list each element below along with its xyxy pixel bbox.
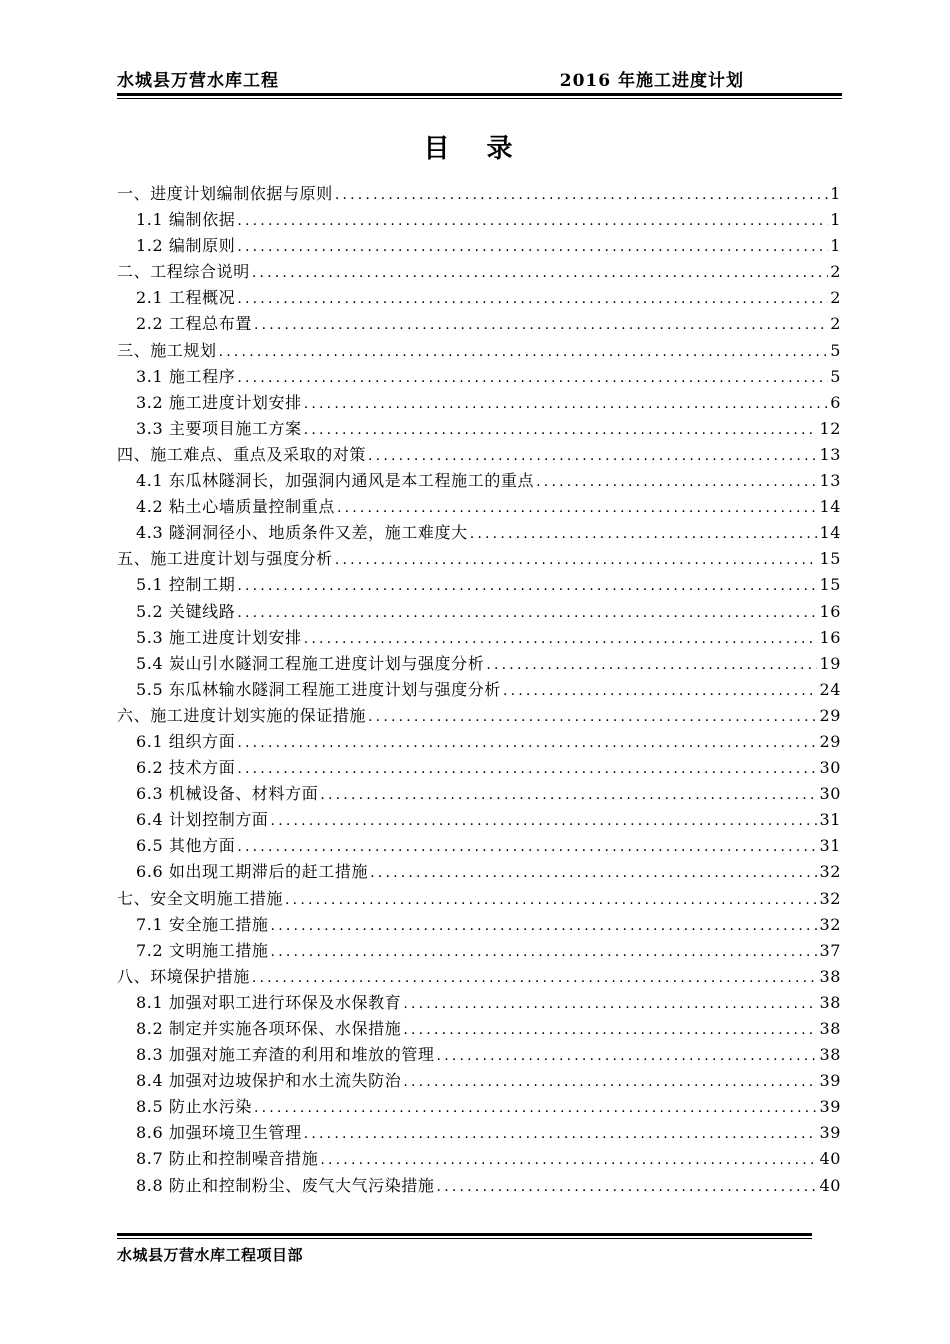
header-rule-thin [117,98,842,99]
toc-entry-section[interactable] [117,1146,841,1172]
toc-entry-section[interactable] [117,599,841,625]
toc-page-number: 16 [819,627,841,647]
toc-page-number: 5 [830,366,841,386]
toc-entry-label: 1.2 编制原则 [136,236,236,256]
toc-entry-label: 7.1 安全施工措施 [136,914,269,934]
page-footer: 水城县万营水库工程项目部 [117,1246,304,1264]
toc-page-number: 13 [819,471,841,491]
toc-page-number: 2 [830,288,841,308]
toc-page-number: 13 [819,444,841,464]
toc-entry-label: 七、安全文明施工措施 [117,888,284,908]
toc-page-number: 40 [819,1149,841,1169]
toc-entry-section[interactable] [117,859,841,885]
toc-entry-section[interactable] [117,938,841,964]
page-title: 目 录 [423,134,527,164]
toc-entry-label: 1.1 编制依据 [136,210,236,230]
toc-leader-dots [219,339,829,365]
toc-entry-label: 8.2 制定并实施各项环保、水保措施 [136,1019,402,1038]
toc-page-number: 31 [819,836,841,856]
toc-entry-label: 5.3 施工进度计划安排 [136,627,302,647]
toc-entry-section[interactable] [117,468,841,494]
table-of-contents [117,181,841,1199]
toc-leader-dots [304,391,828,417]
toc-leader-dots [237,208,828,234]
toc-page-number: 40 [819,1175,841,1195]
toc-entry-section[interactable] [117,364,841,390]
toc-leader-dots [254,312,828,338]
toc-page-number: 15 [819,575,841,595]
toc-leader-dots [252,260,828,286]
toc-page-number: 32 [819,914,841,934]
toc-leader-dots [470,521,818,547]
toc-entry-label: 8.1 加强对职工进行环保及水保教育 [136,992,402,1012]
toc-page-number: 2 [830,314,841,334]
toc-entry-chapter[interactable] [117,703,841,729]
toc-entry-chapter[interactable] [117,442,841,468]
toc-entry-section[interactable] [117,520,841,546]
toc-entry-section[interactable] [117,912,841,938]
toc-leader-dots [237,834,817,860]
footer-rule-thick [117,1233,812,1236]
toc-entry-label: 6.2 技术方面 [136,758,236,778]
toc-leader-dots [368,443,817,469]
toc-page-number: 24 [819,679,841,699]
toc-leader-dots [320,1147,817,1173]
toc-page-number: 29 [819,731,841,751]
toc-entry-label: 3.1 施工程序 [136,366,236,386]
toc-entry-label: 4.1 东瓜林隧洞长，加强洞内通风是本工程施工的重点 [136,471,535,491]
toc-leader-dots [368,704,817,730]
toc-entry-section[interactable] [117,311,841,337]
toc-entry-label: 6.5 其他方面 [136,836,236,856]
toc-entry-section[interactable] [117,755,841,781]
toc-page-number: 38 [819,992,841,1012]
toc-entry-chapter[interactable] [117,886,841,912]
toc-entry-label: 8.6 加强环境卫生管理 [136,1123,302,1143]
toc-page-number: 1 [830,236,841,256]
toc-entry-section[interactable] [117,1068,841,1094]
toc-entry-label: 8.8 防止和控制粉尘、废气大气污染措施 [136,1175,435,1195]
toc-entry-label: 6.4 计划控制方面 [136,810,269,830]
toc-entry-chapter[interactable] [117,546,841,572]
toc-entry-label: 三、施工规划 [117,340,217,360]
toc-leader-dots [304,417,818,443]
toc-leader-dots [271,913,818,939]
toc-entry-chapter[interactable] [117,338,841,364]
toc-entry-chapter[interactable] [117,964,841,990]
toc-page-number: 14 [819,523,841,543]
toc-entry-section[interactable] [117,390,841,416]
header-rule-thick [117,93,842,96]
toc-leader-dots [486,652,817,678]
toc-entry-label: 6.6 如出现工期滞后的赶工措施 [136,862,369,882]
toc-entry-label: 8.5 防止水污染 [136,1097,252,1117]
toc-page-number: 16 [819,601,841,621]
toc-entry-section[interactable] [117,677,841,703]
toc-entry-section[interactable] [117,1042,841,1068]
toc-entry-section[interactable] [117,233,841,259]
toc-entry-section[interactable] [117,416,841,442]
toc-page-number: 38 [819,966,841,986]
toc-entry-section[interactable] [117,833,841,859]
toc-entry-label: 5.5 东瓜林输水隧洞工程施工进度计划与强度分析 [136,679,501,699]
toc-entry-label: 5.1 控制工期 [136,575,236,595]
toc-entry-label: 一、进度计划编制依据与原则 [117,184,333,203]
header-project-name: 水城县万营水库工程 [117,71,279,91]
header-document-name: 2016 年施工进度计划 [559,71,744,91]
toc-leader-dots [320,782,817,808]
toc-leader-dots [237,573,817,599]
toc-entry-label: 3.2 施工进度计划安排 [136,392,302,412]
toc-entry-label: 五、施工进度计划与强度分析 [117,549,333,569]
toc-leader-dots [271,808,818,834]
toc-leader-dots [237,365,828,391]
toc-leader-dots [437,1174,818,1200]
toc-entry-section[interactable] [117,651,841,677]
toc-entry-section[interactable] [117,207,841,233]
toc-page-number: 6 [830,392,841,412]
toc-entry-section[interactable] [117,807,841,833]
toc-entry-label: 6.3 机械设备、材料方面 [136,784,319,804]
toc-page-number: 32 [819,862,841,882]
toc-page-number: 1 [830,184,841,203]
toc-leader-dots [536,469,817,495]
toc-entry-label: 6.1 组织方面 [136,731,236,751]
toc-entry-chapter[interactable] [117,259,841,285]
toc-entry-label: 5.4 炭山引水隧洞工程施工进度计划与强度分析 [136,653,485,673]
toc-entry-label: 7.2 文明施工措施 [136,940,269,960]
toc-leader-dots [403,991,817,1017]
toc-entry-label: 3.3 主要项目施工方案 [136,418,302,438]
toc-leader-dots [304,626,818,652]
toc-page-number: 1 [830,210,841,230]
toc-leader-dots [237,730,817,756]
toc-entry-label: 2.2 工程总布置 [136,314,252,334]
toc-entry-label: 5.2 关键线路 [136,601,236,621]
toc-leader-dots [285,887,817,913]
toc-entry-label: 8.7 防止和控制噪音措施 [136,1149,319,1169]
toc-page-number: 29 [819,705,841,725]
toc-page-number: 15 [819,549,841,569]
toc-entry-label: 8.3 加强对施工弃渣的利用和堆放的管理 [136,1045,435,1065]
toc-entry-section[interactable] [117,494,841,520]
toc-entry-section[interactable] [117,1094,841,1120]
toc-leader-dots [337,495,818,521]
toc-leader-dots [335,182,828,208]
toc-entry-label: 二、工程综合说明 [117,262,250,282]
toc-page-number: 12 [819,418,841,438]
toc-page-number: 30 [819,784,841,804]
toc-page-number: 31 [819,810,841,830]
toc-entry-label: 8.4 加强对边坡保护和水土流失防治 [136,1071,402,1091]
toc-leader-dots [437,1043,818,1069]
toc-leader-dots [503,678,818,704]
toc-entry-chapter[interactable] [117,181,841,207]
toc-entry-label: 4.2 粘土心墙质量控制重点 [136,497,335,517]
toc-leader-dots [370,860,817,886]
toc-entry-label: 六、施工进度计划实施的保证措施 [117,705,367,725]
toc-entry-section[interactable] [117,1120,841,1146]
toc-page-number: 19 [819,653,841,673]
toc-leader-dots [304,1121,818,1147]
toc-leader-dots [237,600,817,626]
toc-entry-label: 4.3 隧洞洞径小、地质条件又差，施工难度大 [136,523,468,543]
toc-page-number: 14 [819,497,841,517]
toc-leader-dots [335,547,818,573]
toc-entry-label: 八、环境保护措施 [117,966,250,986]
toc-leader-dots [237,286,828,312]
toc-page-number: 39 [819,1097,841,1117]
toc-page-number: 30 [819,758,841,778]
page-header [117,62,842,91]
toc-leader-dots [271,939,818,965]
toc-leader-dots [237,234,828,260]
toc-leader-dots [237,756,817,782]
toc-page-number: 39 [819,1123,841,1143]
toc-leader-dots [403,1069,817,1095]
toc-leader-dots [252,965,818,991]
toc-page-number: 2 [830,262,841,282]
toc-page-number: 38 [819,1019,841,1038]
toc-entry-label: 四、施工难点、重点及采取的对策 [117,444,367,464]
toc-page-number: 38 [819,1045,841,1065]
toc-leader-dots [403,1017,817,1043]
footer-rule-thin [117,1238,812,1239]
toc-entry-section[interactable] [117,572,841,598]
toc-entry-section[interactable] [117,1173,841,1199]
toc-page-number: 32 [819,888,841,908]
toc-entry-section[interactable] [117,1016,841,1042]
toc-entry-section[interactable] [117,781,841,807]
toc-page-number: 37 [819,940,841,960]
toc-entry-section[interactable] [117,990,841,1016]
toc-page-number: 39 [819,1071,841,1091]
toc-entry-section[interactable] [117,285,841,311]
toc-entry-section[interactable] [117,729,841,755]
toc-entry-section[interactable] [117,625,841,651]
toc-leader-dots [254,1095,818,1121]
toc-entry-label: 2.1 工程概况 [136,288,236,308]
toc-page-number: 5 [830,340,841,360]
